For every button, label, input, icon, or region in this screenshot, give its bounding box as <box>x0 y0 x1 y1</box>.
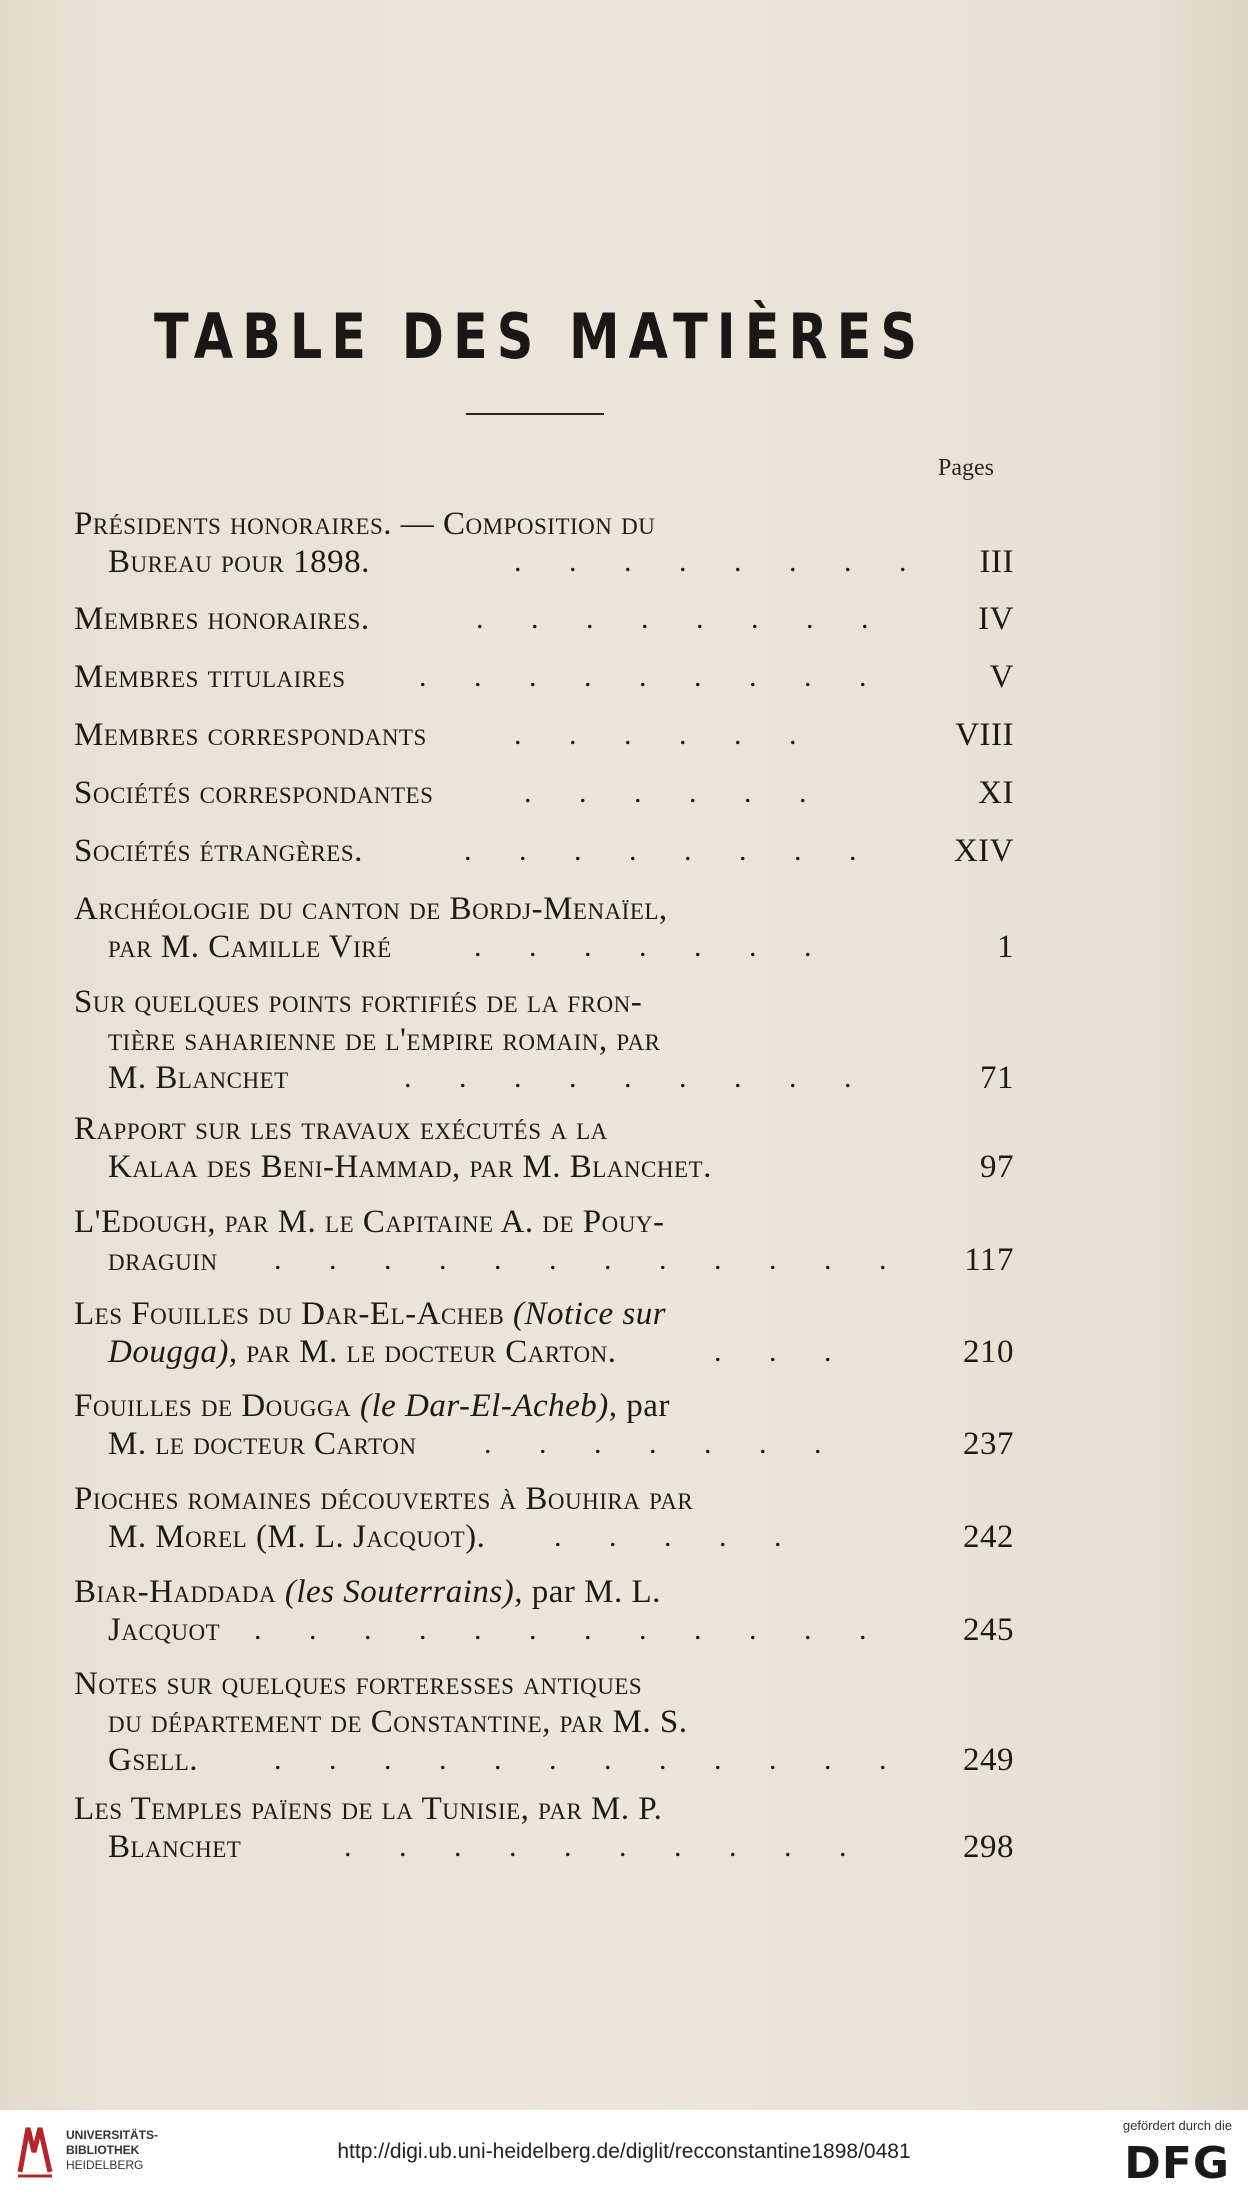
dot-leader: . . . . . . . . . . . . <box>274 1743 907 1776</box>
entry-text: Biar-Haddada <box>74 1574 285 1610</box>
entry-text: par <box>617 1388 670 1424</box>
toc-entry[interactable] <box>74 774 1014 812</box>
entry-text-italic: Dougga), <box>108 1334 238 1370</box>
entry-text: Rapport sur les travaux exécutés a la <box>74 1111 608 1147</box>
toc-entry[interactable] <box>74 658 1014 696</box>
entry-text: Sociétés correspondantes <box>74 775 434 811</box>
toc-entry[interactable] <box>74 1573 1014 1649</box>
dot-leader: . . . . . . . <box>474 930 832 963</box>
toc-entry[interactable] <box>74 1480 1014 1556</box>
dot-leader: . . . . . . <box>514 718 817 751</box>
entry-text: Membres correspondants <box>74 717 427 753</box>
entry-text: Sociétés étrangères. <box>74 833 363 869</box>
page-number: 1 <box>997 929 1014 965</box>
toc-entry[interactable] <box>74 890 1014 966</box>
toc-entry[interactable] <box>74 1387 1014 1463</box>
page-number: IV <box>978 601 1014 637</box>
page-number: 249 <box>963 1742 1014 1778</box>
entry-text: M. Morel (M. L. Jacquot). <box>108 1519 486 1555</box>
library-name-line: UNIVERSITÄTS- <box>66 2128 159 2142</box>
entry-text: tière saharienne de l'empire romain, par <box>108 1022 661 1058</box>
dot-leader: . . . . . . . . . <box>404 1061 872 1094</box>
dot-leader: . . . . . . . . . <box>419 660 887 693</box>
dot-leader: . . . . . . <box>524 776 827 809</box>
viewer-footer <box>0 2110 1248 2199</box>
entry-text: Bureau pour 1898. <box>108 544 370 580</box>
toc-entry[interactable] <box>74 1110 1014 1186</box>
entry-text: draguin <box>108 1242 218 1278</box>
entry-text: Pioches romaines découvertes à Bouhira par <box>74 1481 694 1517</box>
entry-text: Kalaa des Beni-Hammad, par M. Blanchet. <box>108 1149 712 1185</box>
toc-entry[interactable] <box>74 1295 1014 1371</box>
entry-text: par M. le docteur Carton. <box>237 1334 617 1370</box>
entry-text: par M. L. <box>523 1574 661 1610</box>
entry-text: L'Edough, par M. le Capitaine A. de Pouy- <box>74 1204 665 1240</box>
entry-text-italic: (le Dar-El-Acheb), <box>359 1388 618 1424</box>
dot-leader: . . . . . . . . <box>464 834 877 867</box>
dfg-logo: DFG <box>1124 2138 1230 2189</box>
dot-leader: . . . . . . . . . . <box>344 1830 867 1863</box>
toc-entry[interactable] <box>74 983 1014 1097</box>
entry-text-italic: (les Souterrains), <box>284 1574 524 1610</box>
entry-text: Fouilles de Dougga <box>74 1388 360 1424</box>
page-number: III <box>979 544 1014 580</box>
page-number: 242 <box>963 1519 1014 1555</box>
page-number: 245 <box>963 1612 1014 1648</box>
toc-entry[interactable] <box>74 832 1014 870</box>
entry-text: Jacquot <box>108 1612 221 1648</box>
entry-text: Présidents honoraires. — Composition du <box>74 506 656 542</box>
entry-text: du département de Constantine, par M. S. <box>108 1704 688 1740</box>
toc-entry[interactable] <box>74 716 1014 754</box>
page-number: 298 <box>963 1829 1014 1865</box>
page-title: TABLE DES MATIÈRES <box>153 300 927 373</box>
entry-text: Sur quelques points fortifiés de la fron- <box>74 984 643 1020</box>
page-number: VIII <box>955 717 1014 753</box>
entry-text: M. Blanchet <box>108 1060 289 1096</box>
permalink-url[interactable]: http://digi.ub.uni-heidelberg.de/diglit/recconstantine1898/0481 <box>337 2140 911 2163</box>
dot-leader: . . . . . . . . <box>476 602 889 635</box>
toc-entry[interactable] <box>74 1790 1014 1866</box>
page-number: 117 <box>964 1242 1014 1278</box>
entry-text: par M. Camille Viré <box>108 929 392 965</box>
entry-text: Blanchet <box>108 1829 242 1865</box>
entry-text: M. le docteur Carton <box>108 1426 417 1462</box>
page-number: V <box>989 659 1014 695</box>
library-name-line: HEIDELBERG <box>66 2158 144 2172</box>
pages-column-label: Pages <box>938 455 994 481</box>
library-name-line: BIBLIOTHEK <box>66 2143 140 2157</box>
page-number: XIV <box>953 833 1014 869</box>
toc-entry[interactable] <box>74 600 1014 638</box>
entry-text: Notes sur quelques forteresses antiques <box>74 1666 643 1702</box>
dot-leader: . . . . . . . . . . . . <box>274 1243 907 1276</box>
page-number: 210 <box>963 1334 1014 1370</box>
entry-text: Membres honoraires. <box>74 601 370 637</box>
dot-leader: . . . . . . . <box>484 1427 842 1460</box>
dot-leader: . . . . . <box>554 1520 802 1553</box>
dot-leader: . . . <box>714 1335 852 1368</box>
page-number: 97 <box>980 1149 1014 1185</box>
entry-text: Les Temples païens de la Tunisie, par M. P. <box>74 1791 663 1827</box>
page-number: XI <box>978 775 1014 811</box>
entry-text: Gsell. <box>108 1742 199 1778</box>
funder-label: gefördert durch die <box>1122 2118 1232 2133</box>
entry-text-italic: (Notice sur <box>513 1296 667 1332</box>
entry-text: Les Fouilles du Dar-El-Acheb <box>74 1296 514 1332</box>
toc-entry[interactable] <box>74 505 1014 581</box>
dot-leader: . . . . . . . . <box>514 545 927 578</box>
title-rule <box>466 413 604 415</box>
page-number: 71 <box>980 1060 1014 1096</box>
entry-text: Membres titulaires <box>74 659 346 695</box>
page-number: 237 <box>963 1426 1014 1462</box>
toc-entry[interactable] <box>74 1665 1014 1779</box>
dot-leader: . . . . . . . . . . . . <box>254 1613 887 1646</box>
toc-entry[interactable] <box>74 1203 1014 1279</box>
entry-text: Archéologie du canton de Bordj-Menaïel, <box>74 891 668 927</box>
